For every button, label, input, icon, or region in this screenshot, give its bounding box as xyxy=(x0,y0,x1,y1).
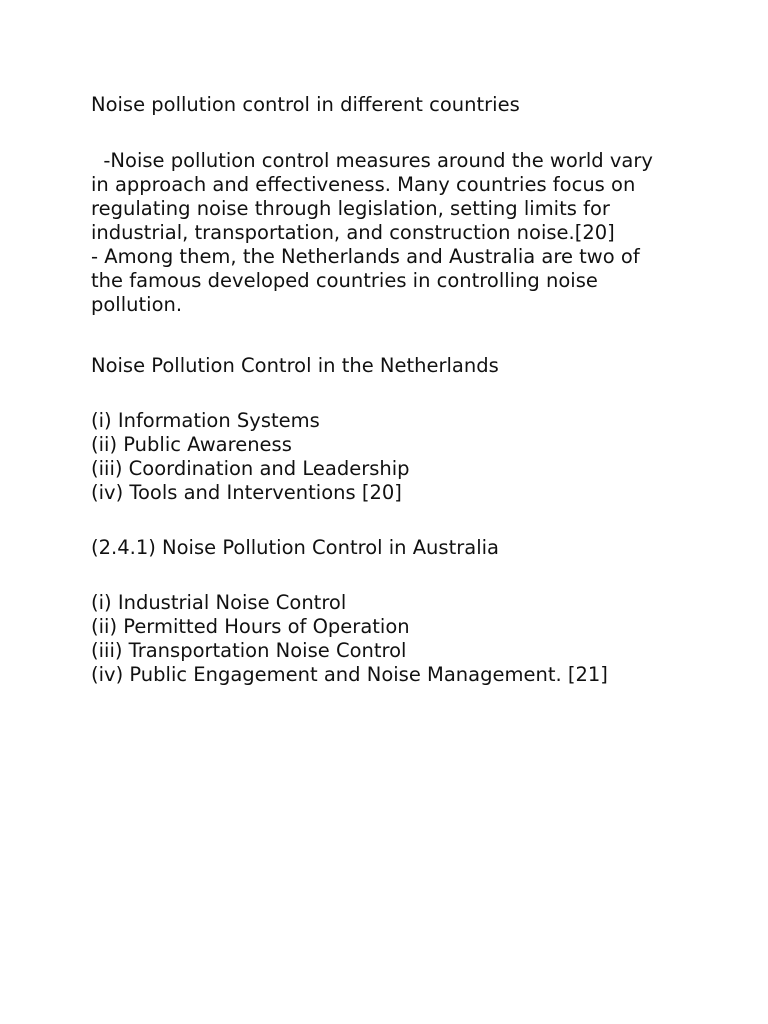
list-item: (iv) Tools and Interventions [20] xyxy=(91,481,402,504)
intro-line: - Among them, the Netherlands and Australia are two of xyxy=(91,245,640,268)
list-item: (i) Information Systems xyxy=(91,409,320,432)
intro-line: industrial, transportation, and construction noise.[20] xyxy=(91,221,615,244)
intro-line: regulating noise through legislation, setting limits for xyxy=(91,197,610,220)
intro-line: pollution. xyxy=(91,293,183,316)
intro-line: in approach and effectiveness. Many countries focus on xyxy=(91,173,636,196)
list-item: (iii) Coordination and Leadership xyxy=(91,457,410,480)
list-item: (ii) Public Awareness xyxy=(91,433,292,456)
list-item: (iv) Public Engagement and Noise Management. [21] xyxy=(91,663,608,686)
document-title: Noise pollution control in different countries xyxy=(91,93,520,116)
netherlands-heading: Noise Pollution Control in the Netherlands xyxy=(91,354,499,377)
list-item: (i) Industrial Noise Control xyxy=(91,591,347,614)
intro-line: -Noise pollution control measures around the world vary xyxy=(91,149,653,172)
intro-paragraph xyxy=(91,149,691,317)
list-item: (ii) Permitted Hours of Operation xyxy=(91,615,410,638)
list-item: (iii) Transportation Noise Control xyxy=(91,639,407,662)
netherlands-list xyxy=(91,409,691,505)
document-page xyxy=(91,93,691,718)
australia-heading: (2.4.1) Noise Pollution Control in Australia xyxy=(91,536,499,559)
intro-line: the famous developed countries in controlling noise xyxy=(91,269,598,292)
australia-list xyxy=(91,591,691,687)
